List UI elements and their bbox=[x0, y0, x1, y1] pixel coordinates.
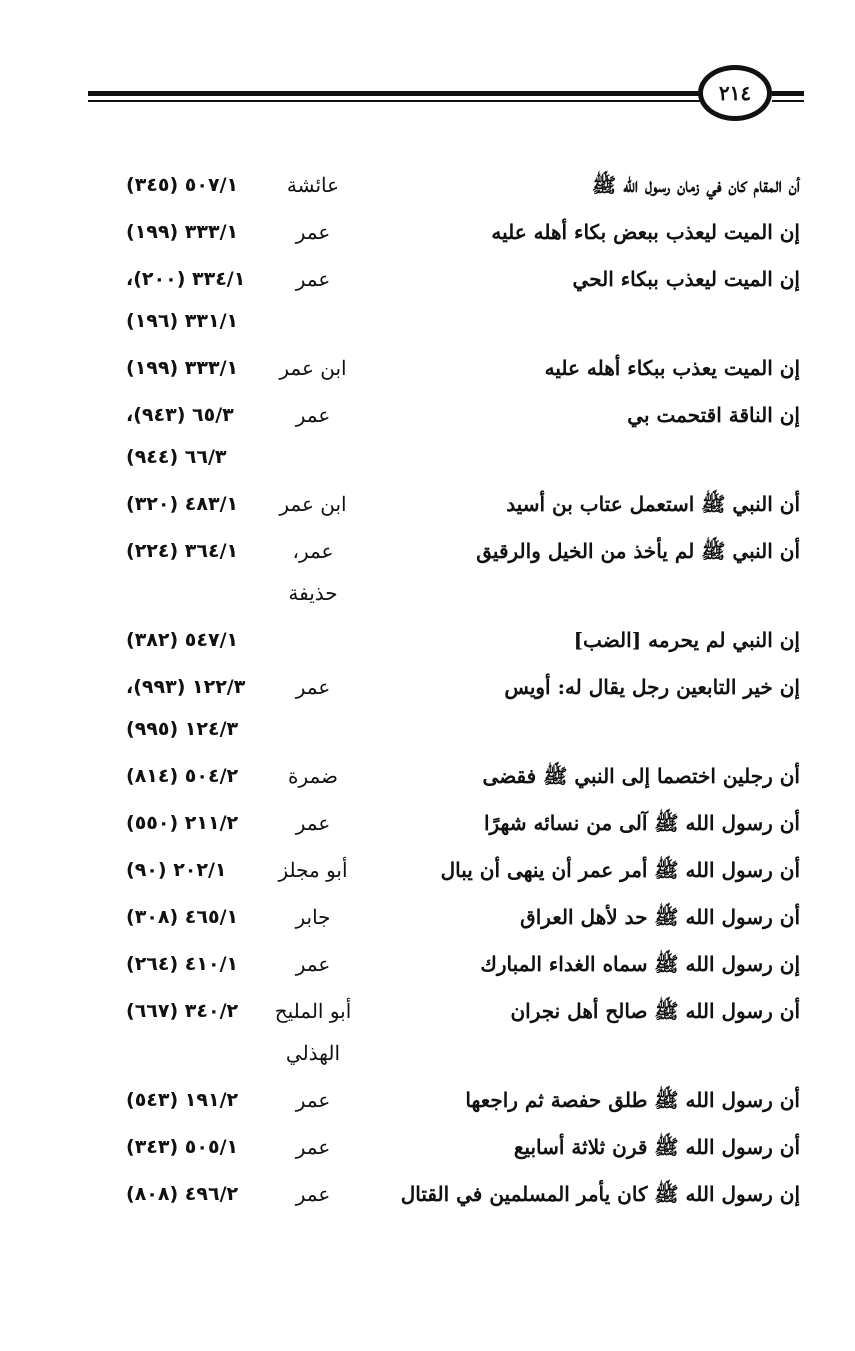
hadith-text: إن رسول الله ﷺ كان يأمر المسلمين في القتال bbox=[400, 1182, 800, 1206]
table-row bbox=[0, 531, 855, 573]
hadith-text: أن رسول الله ﷺ حد لأهل العراق bbox=[520, 905, 800, 929]
page-header bbox=[0, 0, 855, 140]
table-row-continuation bbox=[0, 709, 855, 756]
narrator-name: عمر bbox=[295, 267, 331, 291]
narrator-name: عمر bbox=[295, 811, 331, 835]
reference: ١٩١/٢ (٥٤٣) bbox=[126, 1089, 239, 1111]
reference: ٤٩٦/٢ (٨٠٨) bbox=[126, 1183, 239, 1205]
hadith-text: إن الميت ليعذب ببكاء الحي bbox=[572, 267, 800, 291]
narrator-name: ابن عمر bbox=[279, 492, 347, 516]
hadith-text: أن رسول الله ﷺ طلق حفصة ثم راجعها bbox=[465, 1088, 800, 1112]
reference: ٤٨٣/١ (٣٢٠) bbox=[126, 493, 239, 515]
narrator-name: عائشة bbox=[286, 173, 340, 197]
reference: ٥٠٥/١ (٣٤٣) bbox=[126, 1136, 239, 1158]
table-row bbox=[0, 991, 855, 1033]
narrator-name: عمر bbox=[295, 675, 331, 699]
narrator-name: عمر bbox=[295, 1182, 331, 1206]
hadith-text: إن رسول الله ﷺ سماه الغداء المبارك bbox=[480, 952, 800, 976]
narrator-name: أبو مجلز bbox=[278, 858, 348, 882]
narrator-name: عمر bbox=[295, 403, 331, 427]
table-row bbox=[0, 395, 855, 437]
table-row bbox=[0, 897, 855, 944]
narrator-name: أبو المليح bbox=[274, 999, 352, 1023]
table-row bbox=[0, 667, 855, 709]
table-row bbox=[0, 1174, 855, 1221]
reference: ٣٣٣/١ (١٩٩) bbox=[126, 221, 239, 243]
narrator-name: حذيفة bbox=[288, 581, 338, 605]
table-row bbox=[0, 803, 855, 850]
table-row bbox=[0, 944, 855, 991]
narrator-name: عمر bbox=[295, 1088, 331, 1112]
index-entries bbox=[0, 165, 855, 1221]
table-row bbox=[0, 348, 855, 395]
reference: ٦٥/٣ (٩٤٣)، bbox=[126, 404, 234, 426]
narrator-name: الهذلي bbox=[285, 1041, 341, 1065]
reference: ١٢٤/٣ (٩٩٥) bbox=[126, 718, 239, 740]
table-row-continuation bbox=[0, 1033, 855, 1080]
reference: ٥٠٧/١ (٣٤٥) bbox=[126, 174, 239, 196]
hadith-text: أن رسول الله ﷺ أمر عمر أن ينهى أن يبال bbox=[440, 858, 800, 882]
table-row bbox=[0, 756, 855, 803]
narrator-name: عمر bbox=[295, 1135, 331, 1159]
reference: ١٢٢/٣ (٩٩٣)، bbox=[126, 676, 246, 698]
hadith-text: أن المقام كان في زمان رسول الله ﷺ bbox=[591, 173, 800, 197]
header-rule-thin bbox=[88, 100, 700, 102]
table-row-continuation bbox=[0, 437, 855, 484]
hadith-text: إن الناقة اقتحمت بي bbox=[627, 403, 800, 427]
narrator-name: عمر، bbox=[292, 539, 334, 563]
header-rule-thick bbox=[88, 91, 700, 96]
header-rule-right-thin bbox=[772, 100, 804, 102]
table-row-continuation bbox=[0, 301, 855, 348]
reference: ٤٦٥/١ (٣٠٨) bbox=[126, 906, 239, 928]
narrator-name: ضمرة bbox=[287, 764, 339, 788]
table-row bbox=[0, 620, 855, 667]
hadith-text: أن رسول الله ﷺ صالح أهل نجران bbox=[510, 999, 800, 1023]
table-row bbox=[0, 1127, 855, 1174]
header-rule-right-thick bbox=[772, 91, 804, 96]
reference: ٣٦٤/١ (٢٢٤) bbox=[126, 540, 239, 562]
reference: ٦٦/٣ (٩٤٤) bbox=[126, 446, 227, 468]
reference: ٣٣١/١ (١٩٦) bbox=[126, 310, 239, 332]
reference: ٥٤٧/١ (٣٨٢) bbox=[126, 629, 239, 651]
page-number: ٢١٤ bbox=[698, 65, 772, 121]
hadith-text: أن رسول الله ﷺ آلى من نسائه شهرًا bbox=[483, 811, 800, 835]
reference: ٣٣٤/١ (٢٠٠)، bbox=[126, 268, 246, 290]
reference: ٥٠٤/٢ (٨١٤) bbox=[126, 765, 239, 787]
table-row bbox=[0, 259, 855, 301]
table-row bbox=[0, 212, 855, 259]
hadith-text: إن النبي لم يحرمه [الضب] bbox=[573, 628, 800, 652]
table-row bbox=[0, 165, 855, 212]
narrator-name: عمر bbox=[295, 220, 331, 244]
hadith-text: إن الميت يعذب ببكاء أهله عليه bbox=[544, 356, 800, 380]
table-row bbox=[0, 1080, 855, 1127]
hadith-text: إن خير التابعين رجل يقال له: أويس bbox=[504, 675, 800, 699]
hadith-text: أن رجلين اختصما إلى النبي ﷺ فقضى bbox=[482, 764, 800, 788]
reference: ٣٤٠/٢ (٦٦٧) bbox=[126, 1000, 239, 1022]
table-row bbox=[0, 850, 855, 897]
reference: ٢١١/٢ (٥٥٠) bbox=[126, 812, 239, 834]
narrator-name: عمر bbox=[295, 952, 331, 976]
reference: ٤١٠/١ (٢٦٤) bbox=[126, 953, 239, 975]
narrator-name: ابن عمر bbox=[279, 356, 347, 380]
hadith-text: إن الميت ليعذب ببعض بكاء أهله عليه bbox=[491, 220, 800, 244]
hadith-text: أن النبي ﷺ استعمل عتاب بن أسيد bbox=[506, 492, 800, 516]
hadith-text: أن رسول الله ﷺ قرن ثلاثة أسابيع bbox=[513, 1135, 800, 1159]
table-row-continuation bbox=[0, 573, 855, 620]
reference: ٣٣٣/١ (١٩٩) bbox=[126, 357, 239, 379]
hadith-text: أن النبي ﷺ لم يأخذ من الخيل والرقيق bbox=[476, 539, 800, 563]
narrator-name: جابر bbox=[295, 905, 331, 929]
table-row bbox=[0, 484, 855, 531]
reference: ٢٠٢/١ (٩٠) bbox=[126, 859, 227, 881]
